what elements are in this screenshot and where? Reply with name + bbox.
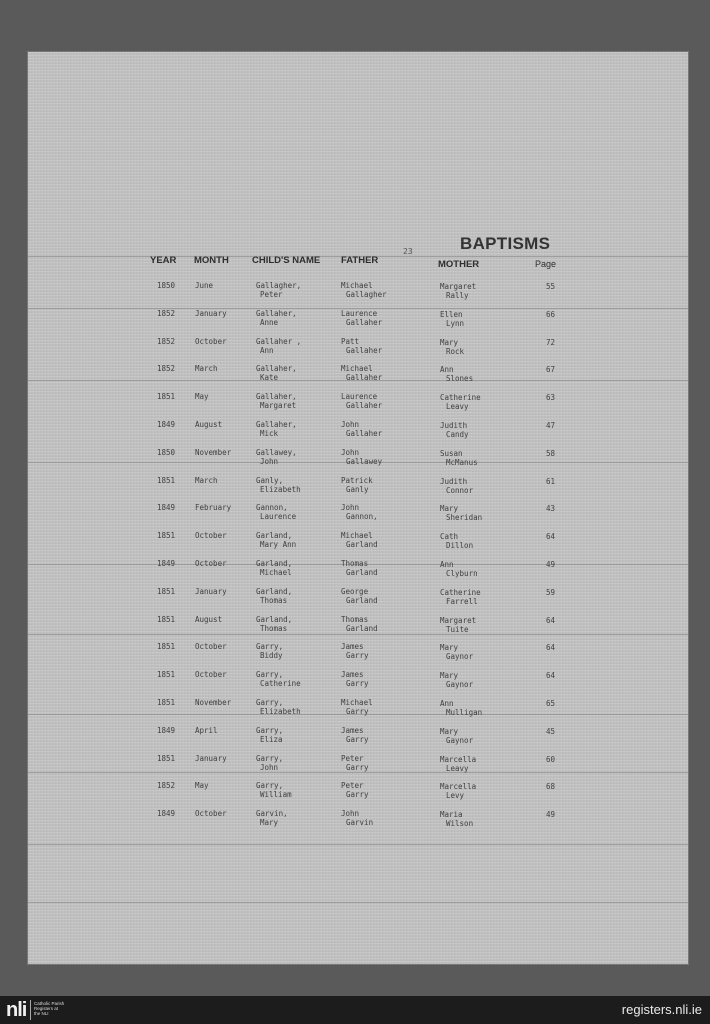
- entry-page: 64: [546, 643, 556, 653]
- entry-mother-surname: Slones: [446, 374, 474, 384]
- entry-page: 59: [546, 587, 556, 597]
- entry-child-forename: Kate: [260, 373, 279, 383]
- page-title: BAPTISMS: [460, 234, 551, 253]
- logo-caption-line: Catholic Parish: [34, 1001, 65, 1006]
- entry-mother-forename: Marcella: [440, 782, 477, 792]
- entry-mother-surname: Gaynor: [446, 652, 474, 662]
- entry-father-surname: Gallaher: [346, 373, 383, 383]
- entry-year: 1850: [157, 281, 176, 290]
- entry-year: 1852: [157, 308, 176, 318]
- table-row: [28, 531, 688, 559]
- table-row: [28, 337, 688, 365]
- table-row: [28, 587, 688, 615]
- table-row: [28, 726, 688, 754]
- entry-father-surname: Garry: [346, 734, 369, 744]
- entry-mother-forename: Ann: [440, 365, 454, 375]
- entry-year: 1849: [157, 503, 176, 513]
- entry-father-forename: John: [341, 809, 360, 819]
- entry-year: 1852: [157, 781, 176, 791]
- entry-page: 61: [546, 476, 556, 486]
- entry-mother-forename: Maria: [440, 810, 463, 820]
- entry-father-forename: James: [341, 642, 364, 652]
- entry-father-surname: Gallaher: [346, 429, 383, 438]
- entry-father-forename: James: [341, 670, 364, 680]
- entry-month: October: [195, 642, 227, 652]
- entry-child-forename: Michael: [260, 568, 292, 577]
- entry-child-surname: Garry,: [256, 753, 284, 763]
- entry-child-surname: Gallaher,: [256, 392, 297, 402]
- table-row: [28, 698, 688, 726]
- entry-month: January: [195, 753, 227, 763]
- entry-father-forename: Peter: [341, 753, 364, 763]
- entry-mother-forename: Susan: [440, 448, 463, 458]
- entry-father-surname: Garry: [346, 651, 369, 661]
- header-year: YEAR: [150, 255, 177, 266]
- entry-mother-forename: Marcella: [440, 754, 477, 764]
- entry-page: 60: [546, 754, 556, 764]
- entry-page: 68: [546, 782, 556, 792]
- entry-father-surname: Garry: [346, 790, 369, 800]
- entry-year: 1851: [157, 670, 176, 680]
- entry-page: 55: [546, 282, 556, 291]
- entry-father-forename: John: [341, 447, 360, 457]
- entry-child-surname: Garland,: [256, 531, 293, 541]
- entry-father-surname: Garland: [346, 595, 378, 605]
- entry-month: August: [195, 614, 223, 624]
- entry-month: June: [195, 281, 214, 290]
- entry-father-surname: Gallaher: [346, 317, 383, 327]
- header-mother: MOTHER: [438, 259, 480, 270]
- entry-page: 67: [546, 365, 556, 375]
- register-page: [28, 52, 688, 964]
- entry-mother-surname: Tuite: [446, 624, 469, 634]
- header-month: MONTH: [194, 255, 229, 266]
- footer-bar: [0, 996, 710, 1024]
- entry-child-forename: Elizabeth: [260, 484, 301, 494]
- entry-year: 1849: [157, 809, 176, 819]
- entry-father-forename: Peter: [341, 781, 364, 791]
- entry-child-forename: Ann: [260, 345, 274, 355]
- entry-month: October: [195, 670, 227, 680]
- entry-year: 1849: [157, 420, 176, 429]
- entry-father-surname: Gallaher: [346, 345, 383, 355]
- entry-father-forename: Patrick: [341, 475, 373, 485]
- entry-child-surname: Garvin,: [256, 809, 288, 819]
- nli-logo[interactable]: nli: [6, 999, 27, 1021]
- entry-month: April: [195, 725, 218, 735]
- entry-month: May: [195, 392, 209, 402]
- entry-father-forename: Michael: [341, 531, 373, 541]
- entry-father-surname: Garland: [346, 623, 378, 633]
- entry-page: 49: [546, 560, 556, 569]
- entry-father-forename: John: [341, 420, 360, 429]
- entry-month: March: [195, 475, 218, 485]
- entry-father-surname: Gallagher: [346, 290, 387, 299]
- entry-father-forename: Laurence: [341, 308, 378, 318]
- rule-line: [28, 844, 688, 845]
- entry-father-forename: Patt: [341, 336, 360, 346]
- entry-page: 64: [546, 671, 556, 681]
- entry-mother-forename: Mary: [440, 337, 459, 347]
- entry-mother-forename: Mary: [440, 643, 459, 653]
- entry-mother-surname: Leavy: [446, 402, 469, 412]
- entry-year: 1851: [157, 614, 176, 624]
- entry-month: August: [195, 420, 223, 429]
- entry-year: 1851: [157, 586, 176, 596]
- entry-child-forename: Mary Ann: [260, 540, 297, 550]
- entry-father-forename: Thomas: [341, 614, 369, 624]
- entry-month: January: [195, 586, 227, 596]
- entry-child-forename: Anne: [260, 317, 279, 327]
- table-row: [28, 559, 688, 587]
- entry-mother-forename: Margaret: [440, 282, 477, 291]
- entry-page: 49: [546, 810, 556, 820]
- entry-mother-surname: Mulligan: [446, 708, 483, 717]
- logo-caption-line: the NLI: [34, 1011, 49, 1017]
- entry-child-forename: Thomas: [260, 623, 288, 633]
- entry-page: 64: [546, 532, 556, 542]
- table-row: [28, 364, 688, 392]
- table-row: [28, 781, 688, 809]
- entry-mother-surname: Rally: [446, 291, 469, 300]
- logo-caption: [34, 1001, 84, 1017]
- entry-child-surname: Gannon,: [256, 503, 288, 513]
- entry-year: 1851: [157, 642, 176, 652]
- header-child-name: CHILD'S NAME: [252, 255, 321, 266]
- entry-father-surname: Garvin: [346, 818, 374, 828]
- entry-mother-surname: Candy: [446, 430, 469, 439]
- entry-page: 43: [546, 504, 556, 514]
- header-page: Page: [535, 259, 557, 269]
- entry-child-forename: Biddy: [260, 651, 283, 661]
- table-row: [28, 615, 688, 643]
- entry-mother-surname: Lynn: [446, 318, 465, 328]
- entry-year: 1851: [157, 698, 176, 707]
- entry-mother-surname: Dillon: [446, 541, 474, 551]
- entry-mother-surname: Sheridan: [446, 513, 483, 523]
- entry-year: 1849: [157, 559, 176, 568]
- entry-month: November: [195, 698, 232, 707]
- entry-child-surname: Garland,: [256, 614, 293, 624]
- entry-mother-forename: Mary: [440, 671, 459, 681]
- entry-child-surname: Gallagher,: [256, 281, 302, 290]
- page-number: 23: [403, 247, 413, 256]
- table-row: [28, 476, 688, 504]
- entry-mother-surname: Farrell: [446, 596, 478, 606]
- entry-year: 1851: [157, 475, 176, 485]
- entry-year: 1851: [157, 531, 176, 541]
- entry-month: March: [195, 364, 218, 374]
- table-row: [28, 420, 688, 448]
- entry-father-forename: Michael: [341, 364, 373, 374]
- entry-page: 66: [546, 309, 556, 319]
- entry-child-surname: Garland,: [256, 559, 293, 568]
- entry-father-forename: James: [341, 725, 364, 735]
- entry-child-forename: William: [260, 790, 292, 800]
- entry-child-forename: Eliza: [260, 734, 283, 744]
- entry-child-surname: Gallaher,: [256, 364, 297, 374]
- entry-page: 45: [546, 726, 556, 736]
- entry-month: October: [195, 809, 227, 819]
- table-row: [28, 448, 688, 476]
- entry-month: January: [195, 308, 227, 318]
- entry-child-surname: Garry,: [256, 725, 284, 735]
- entry-mother-forename: Ann: [440, 699, 454, 708]
- entry-child-forename: John: [260, 762, 279, 772]
- entry-year: 1851: [157, 392, 176, 402]
- entry-mother-surname: Leavy: [446, 763, 469, 773]
- site-link[interactable]: registers.nli.ie: [621, 1002, 702, 1017]
- entry-child-surname: Garry,: [256, 642, 284, 652]
- entry-month: October: [195, 531, 227, 541]
- entry-mother-surname: Gaynor: [446, 680, 474, 690]
- entry-mother-forename: Ellen: [440, 309, 463, 319]
- table-row: [28, 754, 688, 782]
- entry-child-forename: John: [260, 456, 279, 466]
- entry-mother-forename: Margaret: [440, 615, 477, 625]
- entry-mother-forename: Catherine: [440, 587, 481, 597]
- table-row: [28, 670, 688, 698]
- entry-child-forename: Thomas: [260, 595, 288, 605]
- entry-father-surname: Ganly: [346, 484, 369, 494]
- table-row: [28, 309, 688, 337]
- entry-father-surname: Garry: [346, 679, 369, 689]
- logo-caption-line: Registers at: [34, 1006, 59, 1012]
- entry-month: October: [195, 336, 227, 346]
- entry-page: 58: [546, 448, 556, 458]
- entry-father-forename: George: [341, 586, 369, 596]
- entry-mother-surname: McManus: [446, 457, 478, 467]
- entry-month: November: [195, 447, 232, 457]
- entry-father-forename: Laurence: [341, 392, 378, 402]
- entry-mother-forename: Judith: [440, 476, 468, 486]
- entry-child-surname: Garry,: [256, 670, 284, 680]
- entry-month: October: [195, 559, 227, 568]
- table-row: [28, 809, 688, 837]
- entry-mother-forename: Ann: [440, 560, 454, 569]
- entry-father-surname: Gallawey: [346, 456, 383, 466]
- table-row: [28, 392, 688, 420]
- entry-mother-surname: Levy: [446, 791, 465, 801]
- entry-child-surname: Ganly,: [256, 475, 284, 485]
- entry-mother-forename: Mary: [440, 726, 459, 736]
- entry-child-surname: Gallaher ,: [256, 336, 302, 346]
- entry-mother-surname: Rock: [446, 346, 465, 356]
- entry-mother-forename: Catherine: [440, 393, 481, 403]
- entry-child-forename: Elizabeth: [260, 707, 301, 716]
- entry-year: 1850: [157, 447, 176, 457]
- entry-mother-forename: Cath: [440, 532, 459, 542]
- entry-father-surname: Gannon,: [346, 512, 378, 522]
- entry-father-surname: Gallaher: [346, 401, 383, 411]
- entry-father-surname: Garland: [346, 540, 378, 550]
- entry-father-forename: John: [341, 503, 360, 513]
- entry-child-surname: Gallaher,: [256, 308, 297, 318]
- entry-page: 63: [546, 393, 556, 403]
- table-row: [28, 642, 688, 670]
- entry-father-surname: Garry: [346, 762, 369, 772]
- entry-mother-forename: Mary: [440, 504, 459, 514]
- entry-father-surname: Garry: [346, 707, 369, 716]
- entry-month: February: [195, 503, 232, 513]
- entry-child-forename: Catherine: [260, 679, 301, 689]
- entry-child-forename: Mary: [260, 818, 279, 828]
- entry-mother-forename: Judith: [440, 421, 468, 430]
- entry-child-surname: Garry,: [256, 698, 284, 707]
- table-row: [28, 281, 688, 309]
- entry-child-forename: Peter: [260, 290, 283, 299]
- entry-page: 64: [546, 615, 556, 625]
- entry-child-forename: Laurence: [260, 512, 297, 522]
- entry-child-surname: Gallaher,: [256, 420, 297, 429]
- entry-child-surname: Garland,: [256, 586, 293, 596]
- entry-page: 65: [546, 699, 556, 708]
- entry-year: 1852: [157, 336, 176, 346]
- entry-child-surname: Gallawey,: [256, 447, 297, 457]
- entry-father-forename: Michael: [341, 698, 373, 707]
- entry-father-forename: Thomas: [341, 559, 369, 568]
- logo-divider: [30, 1000, 31, 1020]
- entry-child-forename: Margaret: [260, 401, 297, 411]
- entry-father-forename: Michael: [341, 281, 373, 290]
- entry-mother-surname: Connor: [446, 485, 474, 495]
- entry-year: 1849: [157, 725, 176, 735]
- rule-line: [28, 902, 688, 903]
- entry-month: May: [195, 781, 209, 791]
- table-row: [28, 503, 688, 531]
- entry-father-surname: Garland: [346, 568, 378, 577]
- entry-page: 47: [546, 421, 556, 430]
- entry-mother-surname: Wilson: [446, 819, 474, 829]
- entry-child-forename: Mick: [260, 429, 279, 438]
- header-father: FATHER: [341, 255, 379, 266]
- entry-child-surname: Garry,: [256, 781, 284, 791]
- entry-mother-surname: Clyburn: [446, 569, 478, 578]
- entry-mother-surname: Gaynor: [446, 735, 474, 745]
- entry-year: 1851: [157, 753, 176, 763]
- entry-year: 1852: [157, 364, 176, 374]
- entry-page: 72: [546, 337, 556, 347]
